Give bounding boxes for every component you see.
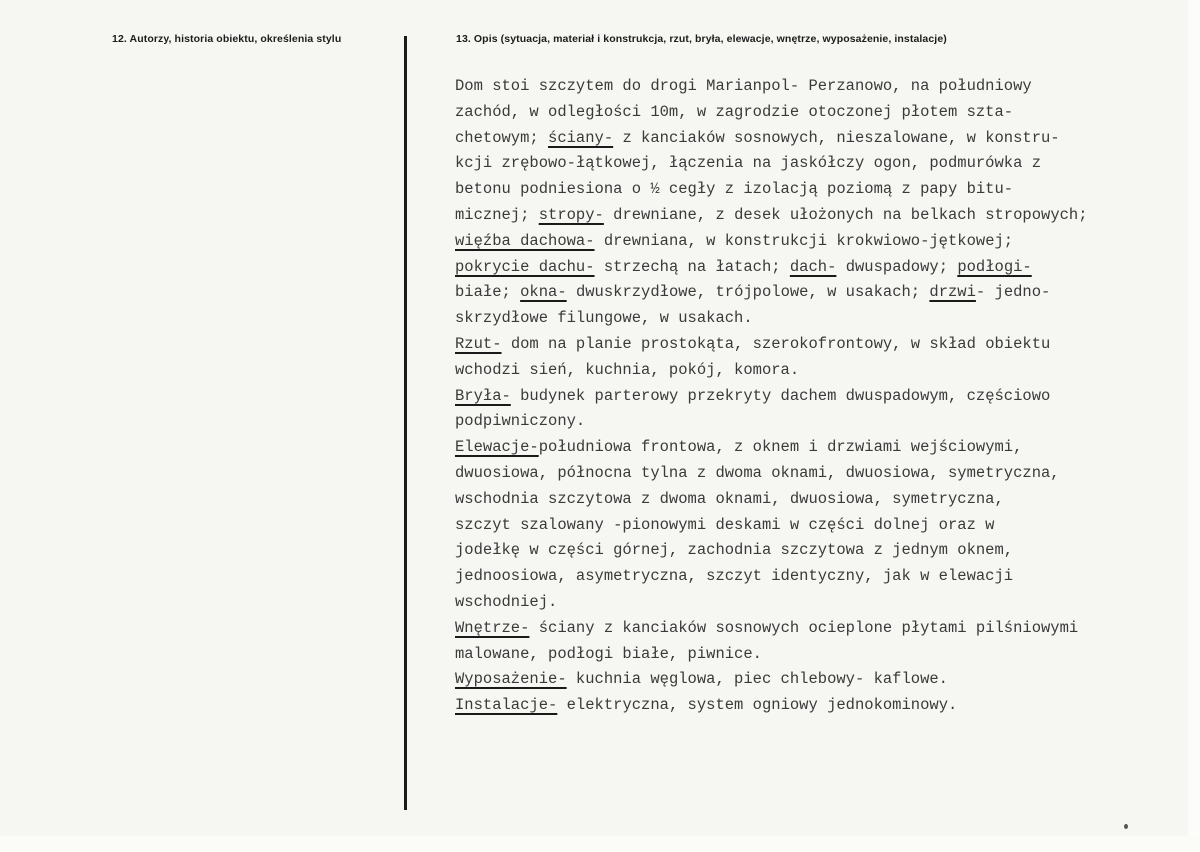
text-run: wschodnia szczytowa z dwoma oknami, dwuosiowa, symetryczna, (455, 489, 1004, 508)
text-run: strzechą na łatach; (594, 257, 790, 276)
text-run: dwuspadowy; (836, 257, 958, 276)
text-run: malowane, podłogi białe, piwnice. (455, 644, 762, 663)
page-edge (1188, 0, 1200, 852)
underlined-heading: stropy- (538, 205, 604, 224)
text-run: - jedno- (975, 283, 1051, 302)
underlined-heading: Rzut- (455, 334, 502, 353)
text-run: drewniane, z desek ułożonych na belkach stropowych; (603, 205, 1088, 224)
text-run: budynek parterowy przekryty dachem dwuspadowym, częściowo (510, 386, 1051, 405)
typed-line (455, 358, 1088, 384)
text-run: dwuosiowa, północna tylna z dwoma oknami, dwuosiowa, symetryczna, (455, 463, 1060, 482)
text-run: z kanciaków sosnowych, nieszalowane, w konstru- (613, 128, 1060, 147)
typed-line (455, 564, 1088, 590)
underlined-heading: dach- (789, 257, 837, 276)
typed-line (455, 513, 1088, 539)
underlined-heading: pokrycie dachu- (455, 257, 595, 276)
text-run: kuchnia węglowa, piec chlebowy- kaflowe. (566, 670, 948, 689)
underlined-heading: Wyposażenie- (455, 670, 567, 689)
typed-line (455, 384, 1088, 410)
text-run: betonu podniesiona o ½ cegły z izolacją poziomą z papy bitu- (455, 180, 1014, 199)
typed-line (455, 642, 1088, 668)
typed-line (455, 693, 1088, 719)
underlined-heading: drzwi (929, 283, 976, 302)
text-run: dwuskrzydłowe, trójpolowe, w usakach; (566, 283, 930, 302)
text-run: elektryczna, system ogniowy jednokominowy. (557, 696, 958, 715)
page-bottom-edge (0, 836, 1200, 852)
underlined-heading: Instalacje- (455, 696, 558, 715)
typed-line (455, 667, 1088, 693)
underlined-heading: więźba dachowa- (455, 231, 595, 250)
typed-line (455, 461, 1088, 487)
text-run: zachód, w odległości 10m, w zagrodzie otoczonej płotem szta- (455, 102, 1014, 121)
section-12-header: 12. Autorzy, historia obiektu, określenia stylu (112, 33, 342, 45)
typed-line (455, 538, 1088, 564)
typed-line (455, 74, 1088, 100)
text-run: skrzydłowe filungowe, w usakach. (455, 309, 753, 328)
typed-line (455, 487, 1088, 513)
typed-line (455, 590, 1088, 616)
text-run: micznej; (455, 205, 539, 224)
text-run: ściany z kanciaków sosnowych ocieplone płytami pilśniowymi (529, 618, 1079, 637)
text-run: szczyt szalowany -pionowymi deskami w części dolnej oraz w (455, 515, 995, 534)
column-divider (404, 36, 407, 810)
typed-line (455, 255, 1088, 281)
underlined-heading: podłogi- (957, 257, 1032, 276)
typed-line (455, 616, 1088, 642)
text-run: wschodniej. (455, 592, 558, 611)
underlined-heading: okna- (520, 283, 567, 302)
text-run: południowa frontowa, z oknem i drzwiami wejściowymi, (538, 438, 1023, 457)
underlined-heading: Elewacje- (455, 438, 539, 457)
typed-line (455, 409, 1088, 435)
text-run: dom na planie prostokąta, szerokofrontowy, w skład obiektu (501, 334, 1051, 353)
text-run: kcji zrębowo-łątkowej, łączenia na jaskółczy ogon, podmurówka z (455, 154, 1041, 173)
typed-line (455, 151, 1088, 177)
text-run: podpiwniczony. (455, 412, 586, 431)
typed-line (455, 203, 1088, 229)
typed-line (455, 435, 1088, 461)
text-run: jodełkę w części górnej, zachodnia szczytowa z jednym oknem, (455, 541, 1014, 560)
typed-line (455, 229, 1088, 255)
text-run: wchodzi sień, kuchnia, pokój, komora. (455, 360, 800, 379)
text-run: drewniana, w konstrukcji krokwiowo-jętkowej; (594, 231, 1014, 250)
section-13-header: 13. Opis (sytuacja, materiał i konstrukcja, rzut, bryła, elewacje, wnętrze, wyposażenie, instalacje) (456, 33, 947, 45)
typed-line (455, 332, 1088, 358)
typed-line (455, 177, 1088, 203)
typed-line (455, 306, 1088, 332)
text-run: Dom stoi szczytem do drogi Marianpol- Perzanowo, na południowy (455, 77, 1032, 95)
text-run: białe; (455, 283, 521, 302)
typed-line (455, 126, 1088, 152)
underlined-heading: ściany- (548, 128, 614, 147)
typed-line (455, 280, 1088, 306)
ink-speck (1124, 824, 1128, 829)
underlined-heading: Bryła- (455, 386, 511, 405)
underlined-heading: Wnętrze- (455, 618, 530, 637)
typed-line (455, 100, 1088, 126)
text-run: jednoosiowa, asymetryczna, szczyt identyczny, jak w elewacji (455, 567, 1014, 586)
text-run: chetowym; (455, 128, 549, 147)
typed-description (455, 74, 1088, 719)
